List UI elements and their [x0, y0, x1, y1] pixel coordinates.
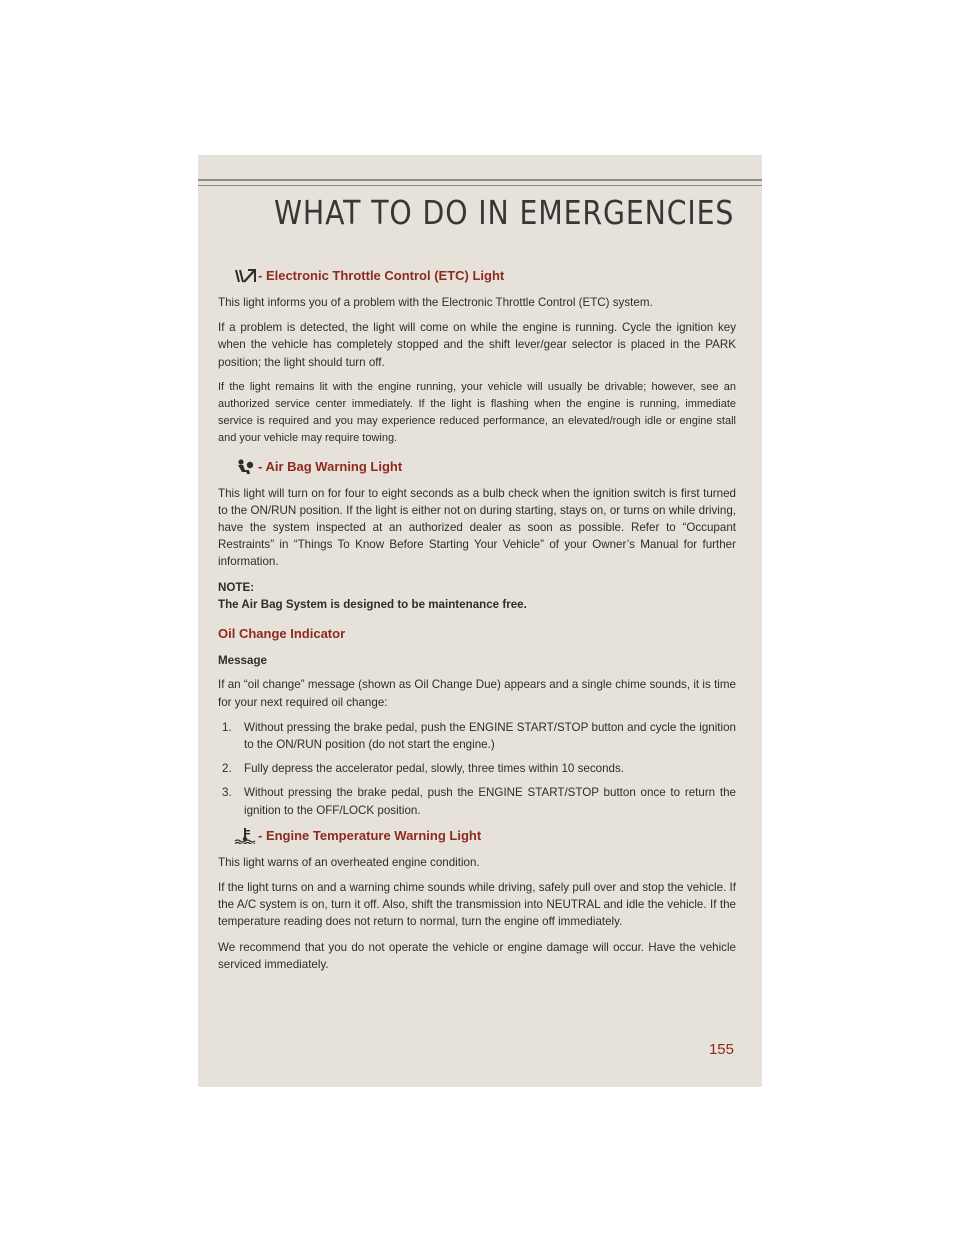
- etc-paragraph-1: This light informs you of a problem with the Electronic Throttle Control (ETC) system.: [218, 296, 653, 309]
- note-text: The Air Bag System is designed to be maintenance free.: [218, 597, 527, 611]
- oil-change-heading: Oil Change Indicator: [218, 626, 346, 642]
- airbag-icon: [234, 459, 256, 475]
- step-text: Without pressing the brake pedal, push the ENGINE START/STOP button once to return the ignition to the OFF/LOCK position.: [244, 786, 736, 817]
- note-label: NOTE:: [218, 580, 255, 594]
- temp-heading-text: - Engine Temperature Warning Light: [258, 828, 482, 844]
- engine-temperature-icon: [234, 828, 256, 844]
- oil-steps-list: [218, 719, 736, 819]
- airbag-heading-text: - Air Bag Warning Light: [258, 459, 403, 475]
- step-text: Fully depress the accelerator pedal, slowly, three times within 10 seconds.: [244, 762, 624, 776]
- throttle-control-icon: [234, 268, 256, 284]
- airbag-heading: [218, 458, 736, 476]
- etc-paragraph-2: If a problem is detected, the light will come on while the engine is running. Cycle the ignition key when the vehicle has completely stopped and the shift lever/gear selector is placed in the PARK position; the light should turn off.: [218, 321, 736, 369]
- oil-paragraph-1: If an “oil change” message (shown as Oil Change Due) appears and a single chime sounds, it is time for your next required oil change:: [218, 678, 736, 709]
- list-item: [218, 784, 736, 818]
- temp-heading: [218, 827, 736, 845]
- airbag-paragraph-1: This light will turn on for four to eight seconds as a bulb check when the ignition switch is first turned to the ON/RUN position. If the light is either not on during starting, stays on, or turns on while driving, have the system inspected at an authorized dealer as soon as possible. Refer to “Occupant Restraints” in “Things To Know Before Starting Your Vehicle” of your Owner’s Manual for further information.: [218, 486, 736, 569]
- list-item: [218, 719, 736, 753]
- message-label: Message: [218, 654, 267, 668]
- etc-heading: [218, 267, 736, 285]
- page-content: [218, 267, 736, 981]
- manual-page: [198, 155, 762, 1087]
- page-number: 155: [708, 1041, 734, 1058]
- temp-paragraph-2: If the light turns on and a warning chime sounds while driving, safely pull over and stop the vehicle. If the A/C system is on, turn it off. Also, shift the transmission into NEUTRAL and idle the vehicle. If the temperature reading does not return to normal, turn the engine off immediately.: [218, 881, 736, 929]
- header-rule-thick: [198, 179, 762, 181]
- list-item: [218, 760, 736, 777]
- etc-heading-text: - Electronic Throttle Control (ETC) Light: [258, 268, 505, 284]
- step-number: 2.: [222, 762, 232, 776]
- temp-paragraph-3: We recommend that you do not operate the vehicle or engine damage will occur. Have the vehicle serviced immediately.: [218, 940, 736, 971]
- temp-paragraph-1: This light warns of an overheated engine condition.: [218, 855, 480, 869]
- step-number: 3.: [222, 786, 232, 800]
- chapter-title: WHAT TO DO IN EMERGENCIES: [273, 193, 734, 232]
- step-number: 1.: [222, 720, 232, 734]
- etc-paragraph-3: If the light remains lit with the engine running, your vehicle will usually be drivable; however, see an authorized service center immediately. If the light is flashing when the engine is running, immediate service is required and you may experience reduced performance, an elevated/rough idle or engine stall and your vehicle may require towing.: [218, 380, 736, 445]
- step-text: Without pressing the brake pedal, push the ENGINE START/STOP button and cycle the ignition to the ON/RUN position (do not start the engine.): [244, 720, 736, 752]
- header-rule-thin: [198, 185, 762, 186]
